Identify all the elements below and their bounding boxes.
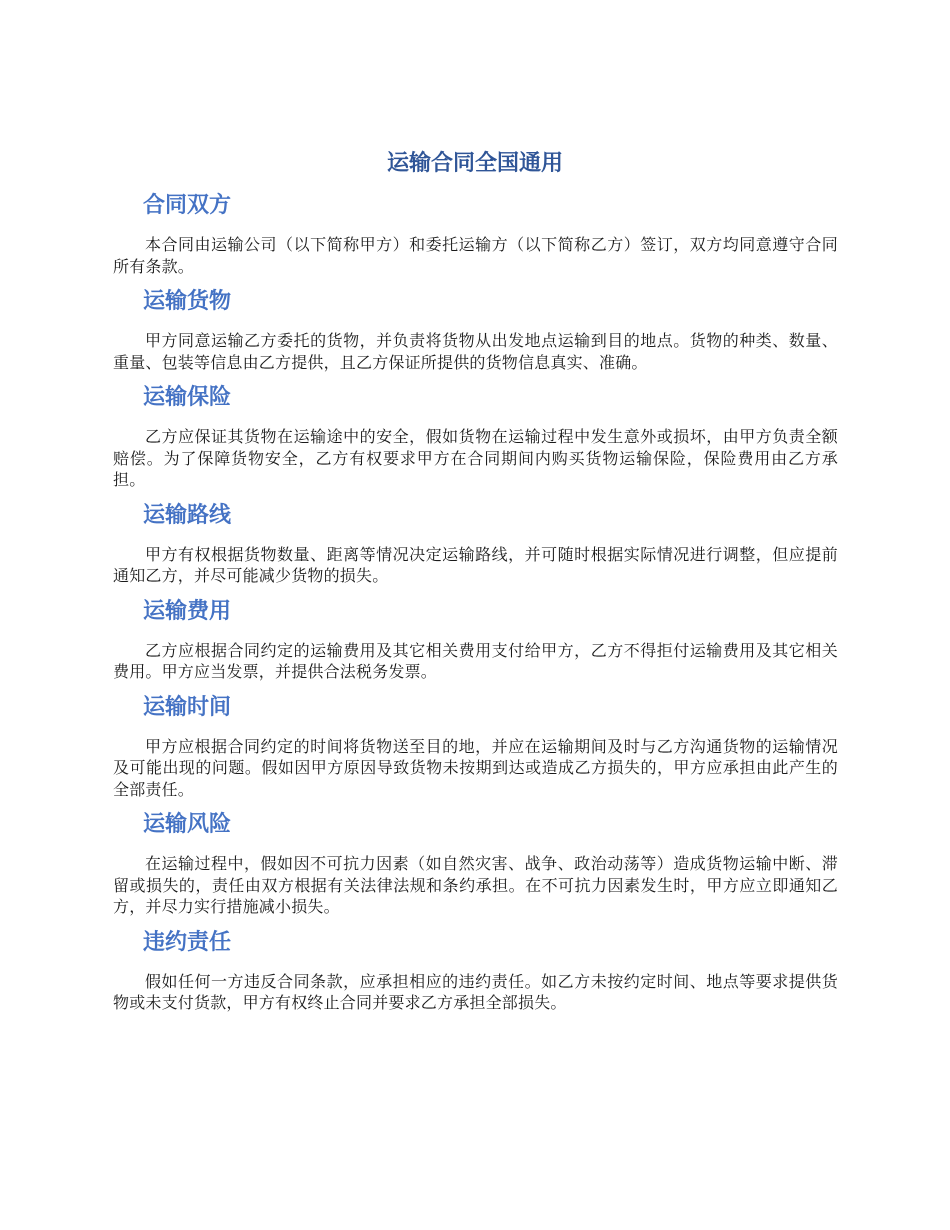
section-heading: 运输路线 [143,502,232,528]
section-route [113,500,838,587]
section-insurance [113,382,838,491]
section-body: 甲方有权根据货物数量、距离等情况决定运输路线，并可随时根据实际情况进行调整，但应提前通知乙方，并尽可能减少货物的损失。 [113,544,838,585]
section-body: 假如任何一方违反合同条款，应承担相应的违约责任。如乙方未按约定时间、地点等要求提供货物或未支付货款，甲方有权终止合同并要求乙方承担全部损失。 [113,971,838,1012]
section-breach [113,927,838,1014]
section-body: 甲方应根据合同约定的时间将货物送至目的地，并应在运输期间及时与乙方沟通货物的运输情况及可能出现的问题。假如因甲方原因导致货物未按期到达或造成乙方损失的，甲方应承担由此产生的全部责任。 [113,736,838,799]
section-body: 乙方应保证其货物在运输途中的安全，假如货物在运输过程中发生意外或损坏，由甲方负责全额赔偿。为了保障货物安全，乙方有权要求甲方在合同期间内购买货物运输保险，保险费用由乙方承担。 [113,427,838,489]
section-cargo [113,286,838,373]
section-parties [113,190,838,277]
section-heading: 运输费用 [143,598,232,624]
section-heading: 运输时间 [143,694,232,720]
section-heading: 运输保险 [143,385,232,410]
section-risk [113,809,838,918]
section-body: 本合同由运输公司（以下简称甲方）和委托运输方（以下简称乙方）签订，双方均同意遵守合同所有条款。 [113,235,838,276]
section-body: 在运输过程中，假如因不可抗力因素（如自然灾害、战争、政治动荡等）造成货物运输中断、滞留或损失的，责任由双方根据有关法律法规和条约承担。在不可抗力因素发生时，甲方应立即通知乙方，并尽力实行措施减小损失。 [113,854,838,916]
section-fees [113,596,838,683]
section-time [113,692,838,801]
document-title: 运输合同全国通用 [386,151,563,176]
section-body: 乙方应根据合同约定的运输费用及其它相关费用支付给甲方，乙方不得拒付运输费用及其它相关费用。甲方应当发票，并提供合法税务发票。 [113,640,838,681]
section-heading: 运输风险 [143,812,232,837]
section-body: 甲方同意运输乙方委托的货物，并负责将货物从出发地点运输到目的地点。货物的种类、数量、重量、包装等信息由乙方提供，且乙方保证所提供的货物信息真实、准确。 [113,331,838,372]
section-heading: 违约责任 [143,929,232,955]
section-heading: 运输货物 [143,289,232,314]
document-content [113,190,838,1023]
section-heading: 合同双方 [143,193,232,218]
